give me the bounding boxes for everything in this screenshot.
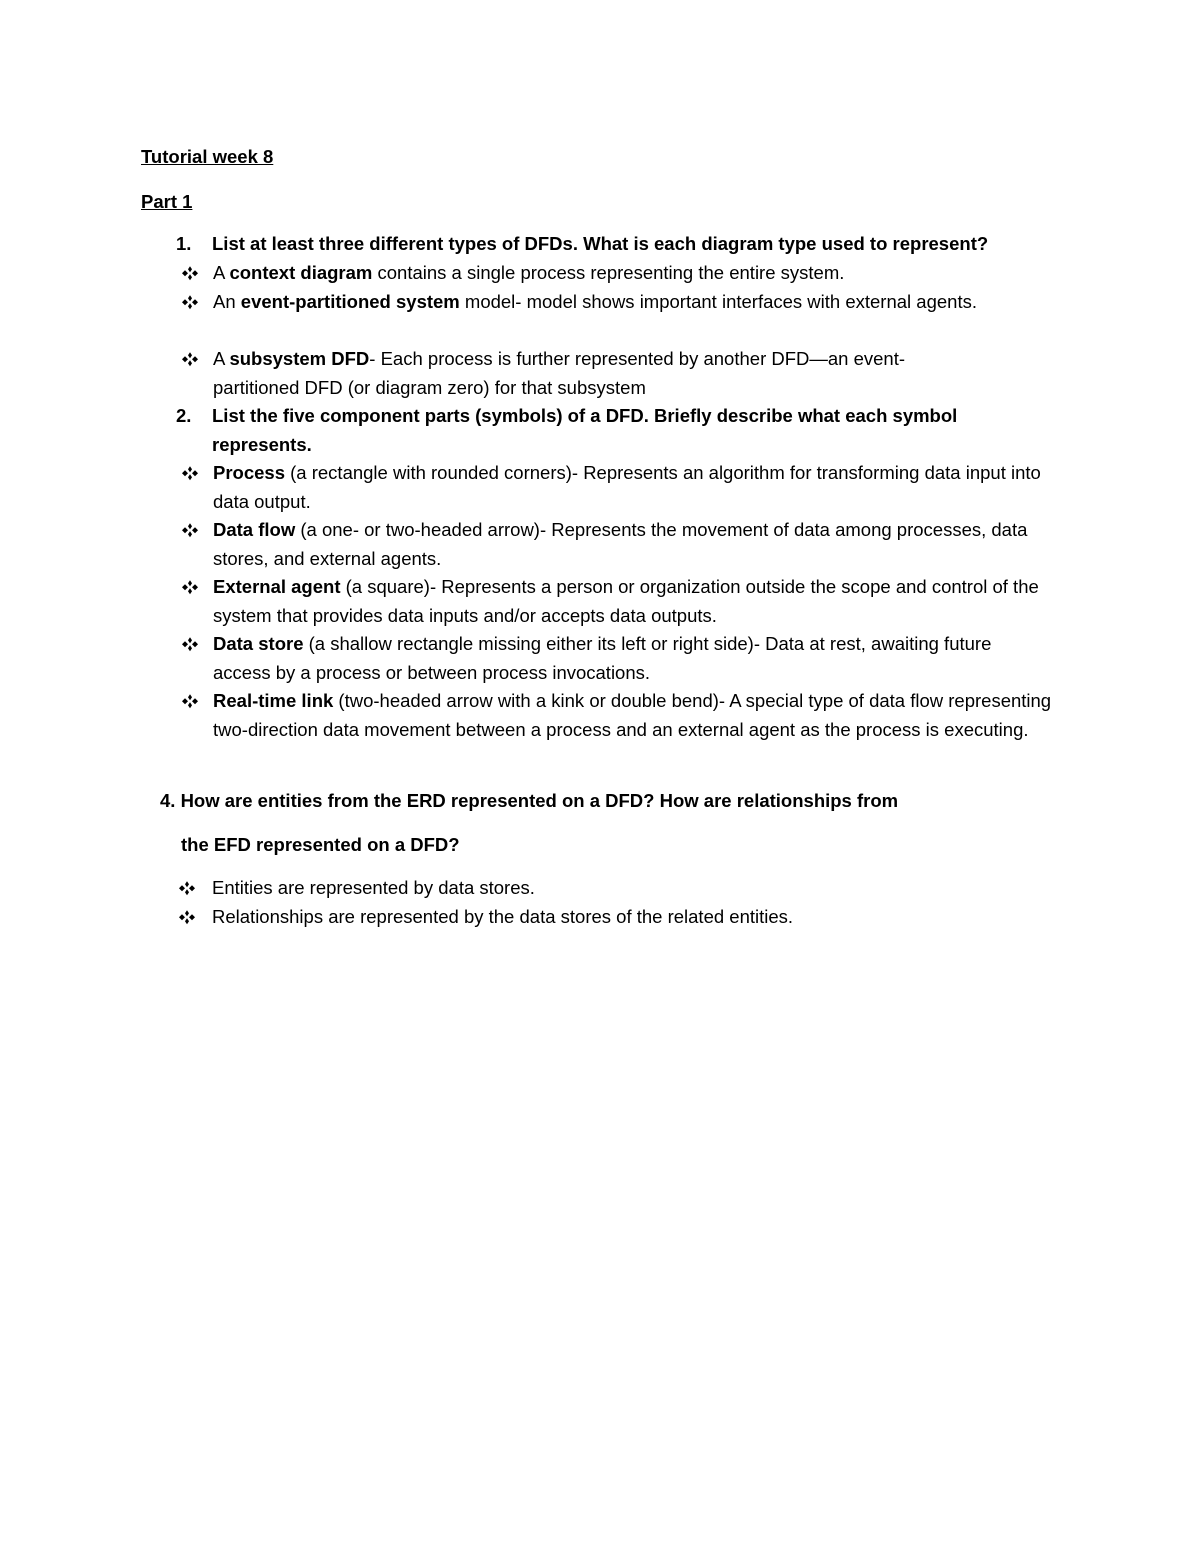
diamond-bullet-icon [178,903,196,932]
diamond-bullet-icon [181,459,199,488]
bullet-text: (two-headed arrow with a kink or double bend)- A special type of data flow representing two-direction data movement between a process and an external agent as the process is executing. [213,690,1052,740]
bullet-text: (a square)- Represents a person or organization outside the scope and control of the system that provides data inputs and/or accepts data outputs. [213,576,1039,626]
list-item [213,288,1053,317]
bullet-text: Relationships are represented by the data stores of the related entities. [212,906,794,927]
question-number: 2. [176,405,192,426]
bullet-text: Entities are represented by data stores. [212,877,535,898]
part-heading: Part 1 [141,191,193,212]
bullet-term: Real-time link [213,690,334,711]
bullet-prefix: A [213,348,230,369]
list-item [213,345,1053,402]
bullet-text: (a shallow rectangle missing either its left or right side)- Data at rest, awaiting future access by a process or between process invocations. [213,633,992,683]
diamond-bullet-icon [181,516,199,545]
question-text: List the five component parts (symbols) of a DFD. Briefly describe what each symbol represents. [212,405,958,455]
bullet-term: context diagram [229,262,373,283]
diamond-bullet-icon [181,573,199,602]
diamond-bullet-icon [181,288,199,317]
diamond-bullet-icon [181,687,199,716]
page-title: Tutorial week 8 [141,146,274,167]
bullet-term: Process [213,462,285,483]
question-number: 1. [176,233,192,254]
diamond-bullet-icon [181,630,199,659]
list-item [213,516,1053,573]
bullet-term: Data flow [213,519,296,540]
diamond-bullet-icon [181,345,199,374]
bullet-text: - Each process is further represented by another DFD—an event-partitioned DFD (or diagram zero) for that subsystem [213,348,906,398]
list-item [178,903,1038,932]
list-item [213,687,1053,744]
question-2 [176,402,992,459]
bullet-term: Data store [213,633,304,654]
question-1 [176,230,1112,259]
diamond-bullet-icon [181,259,199,288]
bullet-term: event-partitioned system [240,291,460,312]
bullet-term: subsystem DFD [229,348,370,369]
list-item [213,259,1053,288]
bullet-text: contains a single process representing the entire system. [372,262,845,283]
bullet-prefix: An [213,291,241,312]
question-4-line-2: the EFD represented on a DFD? [181,834,460,855]
bullet-text: (a one- or two-headed arrow)- Represents the movement of data among processes, data stores, and external agents. [213,519,1028,569]
question-4-line-1: 4. How are entities from the ERD represented on a DFD? How are relationships from [160,790,899,811]
bullet-text: (a rectangle with rounded corners)- Represents an algorithm for transforming data input into data output. [213,462,1041,512]
list-item [213,459,1053,516]
bullet-text: model- model shows important interfaces with external agents. [459,291,977,312]
diamond-bullet-icon [178,874,196,903]
bullet-prefix: A [213,262,230,283]
list-item [213,630,1053,687]
bullet-term: External agent [213,576,341,597]
list-item [178,874,1038,903]
list-item [213,573,1053,630]
question-text: List at least three different types of DFDs. What is each diagram type used to represent? [212,233,989,254]
